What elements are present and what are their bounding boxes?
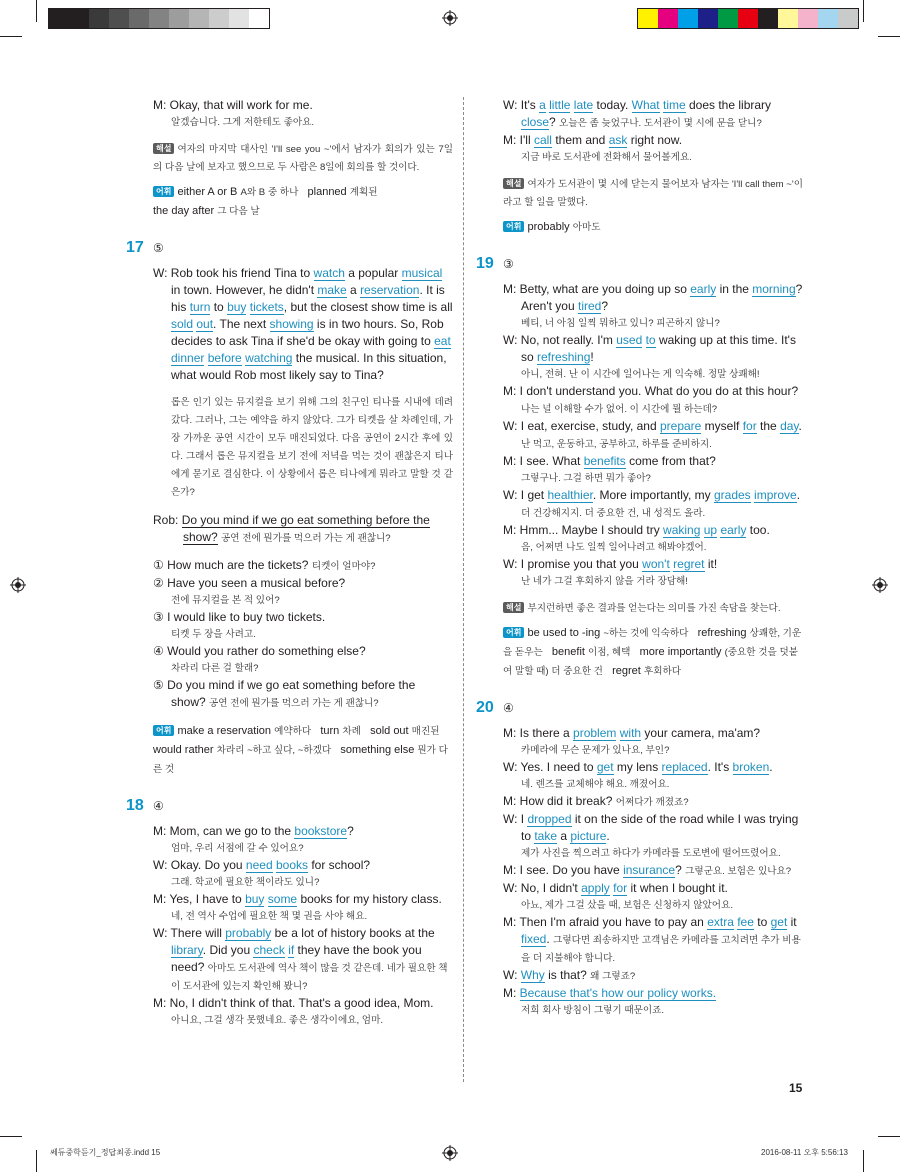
dialogue-line: W: Yes. I need to get my lens replaced. It's broken.: [503, 760, 773, 774]
color-patch: [169, 9, 189, 28]
translation: 차라리 다른 걸 할래?: [171, 663, 259, 674]
option: ③ I would like to buy two tickets.: [153, 610, 326, 624]
dialogue-line: M: How did it break? 어쩌다가 깨졌죠?: [503, 794, 689, 808]
dialogue-line: M: Betty, what are you doing up so early in the morning? Aren't you tired?: [503, 282, 803, 313]
right-column: [476, 97, 803, 1019]
crop-mark: [863, 1150, 864, 1172]
crop-mark: [0, 36, 22, 37]
dialogue-line: M: Is there a problem with your camera, ma'am?: [503, 726, 761, 740]
footer-date: 2016-08-11 오후 5:56:13: [761, 1148, 848, 1157]
translation: 카메라에 무슨 문제가 있나요, 부인?: [521, 745, 670, 756]
vocab-tag: 어휘: [153, 725, 174, 736]
vocabulary: 어휘 probably 아마도: [503, 218, 803, 237]
color-patch: [638, 9, 658, 28]
color-patch: [838, 9, 858, 28]
color-patch: [229, 9, 249, 28]
explanation: 해설 여자의 마지막 대사인 'I'll see you ~'에서 남자가 회의가 있는 7일의 다음 날에 보자고 했으므로 두 사람은 8일에 회의를 할 것이다.: [153, 144, 453, 173]
translation: 네. 렌즈를 교체해야 해요. 깨졌어요.: [521, 779, 670, 790]
color-calibration-bar: [637, 8, 859, 29]
translation: 아니요, 그걸 생각 못했네요. 좋은 생각이에요, 엄마.: [171, 1015, 384, 1026]
crop-mark: [878, 36, 900, 37]
vocabulary: 어휘 make a reservation 예약하다 turn 차례 sold out 매진된 would rather 차라리 ~하고 싶다, ~하겠다 something else 뭔가 다른 것: [153, 725, 448, 775]
crop-mark: [863, 0, 864, 22]
color-patch: [738, 9, 758, 28]
option: ① How much are the tickets? 티켓이 얼마야?: [153, 558, 376, 572]
color-patch: [249, 9, 269, 28]
dialogue-line: W: No, not really. I'm used to waking up at this time. It's so refreshing!: [503, 333, 796, 364]
color-patch: [149, 9, 169, 28]
translation: 전에 뮤지컬을 본 적 있어?: [171, 595, 280, 606]
translation: 롭은 인기 있는 뮤지컬을 보기 위해 그의 친구인 티나를 시내에 데려갔다. 그러나, 그는 예약을 하지 않았다. 그가 티켓을 살 차례인데, 가장 가까운 공연 시간이 모두 매진되었다. 다음 공연이 2시간 후에 있다. 그래서 롭은 뮤지컬을 보기 전에 저녁을 먹는 것이 괜찮은지 티나에게 묻기로 결심한다. 이 상황에서 롭은 티나에게 뭐라고 말할 것 같은가?: [171, 397, 453, 498]
left-column: [126, 97, 453, 1029]
dialogue-line: W: There will probably be a lot of history books at the library. Did you check if they have the book you need? 아마도 도서관에 역사 책이 많을 것 같은데. 네가 필요한 책이 도서관에 있는지 확인해 봤니?: [153, 926, 448, 992]
dialogue-line: W: Rob took his friend Tina to watch a popular musical in town. However, he didn't make a reservation. It is his turn to buy tickets, but the closest show time is all sold out. The next showing is in two hours. So, Rob decides to ask Tina if she'd be okay with going to eat dinner before watching the musical. In this situation, what would Rob most likely say to Tina?: [153, 266, 453, 382]
color-patch: [698, 9, 718, 28]
color-patch: [109, 9, 129, 28]
color-patch: [718, 9, 738, 28]
dialogue-line: W: I eat, exercise, study, and prepare myself for the day. 난 먹고, 운동하고, 공부하고, 하루를 준비하지.: [503, 419, 802, 450]
translation: 알겠습니다. 그게 저한테도 좋아요.: [171, 117, 315, 128]
color-patch: [678, 9, 698, 28]
dialogue-line: W: I get healthier. More importantly, my grades improve. 더 건강해지지. 더 중요한 건, 내 성적도 올라.: [503, 488, 801, 519]
registration-mark-icon: [10, 577, 26, 593]
answer-mark: ④: [503, 701, 514, 715]
footer-file-info: 쎄듀중학듣기_정답최종.indd 15: [50, 1148, 161, 1157]
dialogue-line: W: No, I didn't apply for it when I bought it.: [503, 881, 728, 895]
vocabulary: 어휘 be used to -ing ~하는 것에 익숙하다 refreshing 상쾌한, 기운을 돋우는 benefit 이점, 혜택 more importantly (중요한 것을 덧붙여 말할 때) 더 중요한 건 regret 후회하다: [503, 627, 802, 677]
answer-mark: ④: [153, 799, 164, 813]
crop-mark: [36, 0, 37, 22]
translation: 저희 회사 방침이 그렇기 때문이죠.: [521, 1005, 665, 1016]
dialogue-line: W: I promise you that you won't regret it!: [503, 557, 718, 571]
vocab-tag: 어휘: [153, 186, 174, 197]
color-patch: [129, 9, 149, 28]
question-18-header: [126, 797, 453, 823]
question-number: 20: [476, 699, 494, 716]
question-number: 17: [126, 239, 144, 256]
crop-mark: [0, 1136, 22, 1137]
vocab-tag: 어휘: [503, 627, 524, 638]
color-patch: [798, 9, 818, 28]
color-patch: [189, 9, 209, 28]
translation: 베티, 너 아침 일찍 뭐하고 있니? 피곤하지 않니?: [521, 318, 720, 329]
registration-mark-icon: [442, 10, 458, 26]
dialogue-line: M: I don't understand you. What do you do at this hour? 나는 널 이해할 수가 없어. 이 시간에 뭘 하는데?: [503, 384, 799, 415]
color-patch: [758, 9, 778, 28]
registration-mark-icon: [442, 1145, 458, 1161]
translation: 음, 어쩌면 나도 일찍 일어나려고 해봐야겠어.: [521, 542, 707, 553]
dialogue-line: W: Okay. Do you need books for school?: [153, 858, 371, 872]
dialogue-line: M: I'll call them and ask right now.: [503, 133, 683, 147]
vocabulary: 어휘 either A or B A와 B 중 하나 planned 계획된 the day after 그 다음 날: [153, 186, 378, 217]
explanation: 해설 부지런하면 좋은 결과를 얻는다는 의미를 가진 속담을 찾는다.: [503, 600, 803, 618]
vocab-tag: 어휘: [503, 221, 524, 232]
dialogue-line: M: No, I didn't think of that. That's a good idea, Mom.: [153, 996, 434, 1010]
dialogue-line: M: I see. What benefits come from that?: [503, 454, 716, 468]
translation: 아니, 전혀. 난 이 시간에 일어나는 게 익숙해. 정말 상쾌해!: [521, 369, 760, 380]
option: ② Have you seen a musical before?: [153, 576, 346, 590]
dialogue-line: M: Okay, that will work for me.: [153, 98, 313, 112]
translation: 아뇨, 제가 그걸 샀을 때, 보험은 신청하지 않았어요.: [521, 900, 734, 911]
question-19-header: [476, 255, 803, 281]
translation: 그래. 학교에 필요한 책이라도 있니?: [171, 877, 320, 888]
gray-calibration-bar: [48, 8, 270, 29]
explanation-tag: 해설: [153, 143, 174, 154]
page-number: 15: [789, 1081, 803, 1095]
option: ④ Would you rather do something else?: [153, 644, 366, 658]
registration-mark-icon: [872, 577, 888, 593]
color-patch: [658, 9, 678, 28]
dialogue-line: M: Because that's how our policy works.: [503, 986, 717, 1000]
question-20-header: [476, 699, 803, 725]
color-patch: [818, 9, 838, 28]
translation: 네, 전 역사 수업에 필요한 책 몇 권을 사야 해요.: [171, 911, 368, 922]
dialogue-line: M: Yes, I have to buy some books for my history class.: [153, 892, 442, 906]
answer-mark: ③: [503, 257, 514, 271]
color-patch: [209, 9, 229, 28]
color-patch: [778, 9, 798, 28]
translation: 그렇구나. 그걸 하면 뭐가 좋아?: [521, 473, 651, 484]
dialogue-line: M: Then I'm afraid you have to pay an extra fee to get it fixed. 그렇다면 죄송하지만 고객님은 카메라를 고치려면 추가 비용을 더 지불해야 합니다.: [503, 915, 801, 964]
option: ⑤ Do you mind if we go eat something before the show? 공연 전에 뭔가를 먹으러 가는 게 괜찮니?: [153, 678, 416, 709]
translation: 지금 바로 도서관에 전화해서 물어볼게요.: [521, 152, 692, 163]
crop-mark: [878, 1136, 900, 1137]
translation: 티켓 두 장을 사려고.: [171, 629, 256, 640]
dialogue-line: W: It's a little late today. What time does the library close? 오늘은 좀 늦었구나. 도서관이 몇 시에 문을 닫니?: [503, 98, 772, 129]
translation: 난 네가 그걸 후회하지 않을 거라 장담해!: [521, 576, 688, 587]
color-patch: [69, 9, 89, 28]
dialogue-line: M: I see. Do you have insurance? 그렇군요. 보험은 있나요?: [503, 863, 792, 877]
explanation-tag: 해설: [503, 178, 524, 189]
dialogue-line: W: Why is that? 왜 그렇죠?: [503, 968, 636, 982]
dialogue-line: M: Mom, can we go to the bookstore?: [153, 824, 354, 838]
answer-mark: ⑤: [153, 241, 164, 255]
explanation-tag: 해설: [503, 602, 524, 613]
column-divider: [463, 97, 464, 1082]
question-number: 19: [476, 255, 494, 272]
color-patch: [49, 9, 69, 28]
dialogue-line: W: I dropped it on the side of the road while I was trying to take a picture.: [503, 812, 799, 843]
translation: 제가 사진을 찍으려고 하다가 카메라를 도로변에 떨어뜨렸어요.: [521, 848, 781, 859]
dialogue-line: M: Hmm... Maybe I should try waking up early too.: [503, 523, 770, 537]
color-patch: [89, 9, 109, 28]
translation: 엄마, 우리 서점에 갈 수 있어요?: [171, 843, 304, 854]
answer-line: Rob: Do you mind if we go eat something before the show? 공연 전에 뭔가를 먹으러 가는 게 괜찮니?: [153, 513, 430, 544]
question-number: 18: [126, 797, 144, 814]
crop-mark: [36, 1150, 37, 1172]
explanation: 해설 여자가 도서관이 몇 시에 닫는지 물어보자 남자는 'I'll call them ~'이라고 할 일을 말했다.: [503, 179, 803, 208]
question-17-header: [126, 239, 453, 265]
